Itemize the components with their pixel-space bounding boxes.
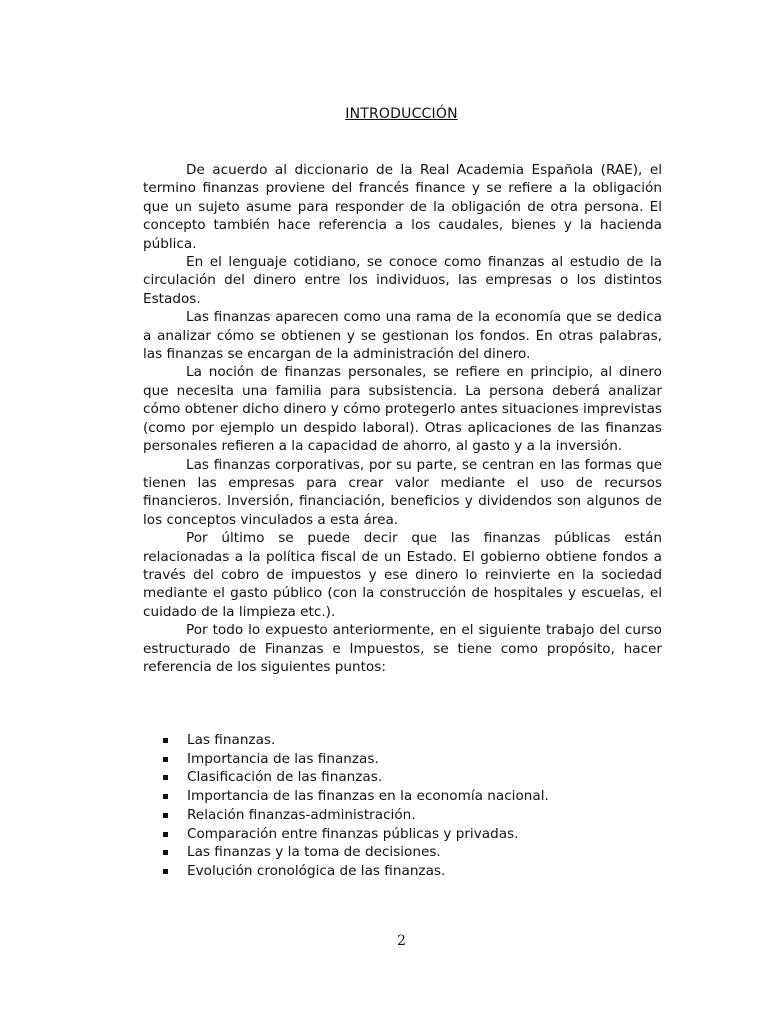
square-bullet-icon: [163, 775, 168, 780]
page-number: 2: [397, 933, 406, 949]
paragraph-3: Las finanzas aparecen como una rama de la economía que se dedica a analizar cómo se obtienen y se gestionan los fondos. En otras palabras, las finanzas se encargan de la administración del dinero.: [143, 309, 662, 363]
square-bullet-icon: [163, 757, 168, 762]
list-item: [162, 787, 642, 806]
square-bullet-icon: [163, 869, 168, 874]
paragraph-6: Por último se puede decir que las finanzas públicas están relacionadas a la política fiscal de un Estado. El gobierno obtiene fondos a través del cobro de impuestos y ese dinero lo reinvierte en la sociedad mediante el gasto público (con la construcción de hospitales y escuelas, el cuidado de la limpieza etc.).: [143, 530, 662, 620]
list-item: [162, 731, 642, 750]
list-item: [162, 843, 642, 862]
page-title: INTRODUCCIÓN: [345, 106, 458, 122]
list-item-text: Las finanzas.: [187, 732, 276, 748]
list-item-text: Las finanzas y la toma de decisiones.: [187, 844, 441, 861]
paragraph-2: En el lenguaje cotidiano, se conoce como finanzas al estudio de la circulación del dinero entre los individuos, las empresas o los distintos Estados.: [143, 254, 662, 307]
list-item-text: Relación finanzas-administración.: [187, 806, 416, 823]
list-item-text: Importancia de las finanzas en la economía nacional.: [187, 788, 549, 805]
list-item-text: Evolución cronológica de las finanzas.: [187, 862, 446, 879]
list-item: [162, 825, 642, 844]
paragraph-1: De acuerdo al diccionario de la Real Academia Española (RAE), el termino finanzas proviene del francés finance y se refiere a la obligación que un sujeto asume para responder de la obligación de otra persona. El concepto también hace referencia a los caudales, bienes y la hacienda pública.: [143, 162, 662, 252]
list-item-text: Importancia de las finanzas.: [187, 750, 379, 767]
square-bullet-icon: [163, 813, 168, 818]
paragraph-4: La noción de finanzas personales, se refiere en principio, al dinero que necesita una familia para subsistencia. La persona deberá analizar cómo obtener dicho dinero y cómo protegerlo antes situaciones imprevistas (como por ejemplo un despido laboral). Otras aplicaciones de las finanzas personales refieren a la capacidad de ahorro, al gasto y a la inversión.: [143, 364, 662, 455]
list-item: [162, 862, 642, 881]
list-item: [162, 768, 642, 787]
square-bullet-icon: [163, 850, 168, 855]
paragraph-5: Las finanzas corporativas, por su parte, se centran en las formas que tienen las empresas para crear valor mediante el uso de recursos financieros. Inversión, financiación, beneficios y dividendos son algunos de los conceptos vinculados a esta área.: [143, 456, 662, 528]
square-bullet-icon: [163, 832, 168, 837]
list-item-text: Comparación entre finanzas públicas y privadas.: [187, 825, 519, 842]
list-item: [162, 750, 642, 769]
topic-list: [162, 731, 642, 881]
square-bullet-icon: [163, 794, 168, 799]
square-bullet-icon: [163, 738, 168, 743]
paragraph-7: Por todo lo expuesto anteriormente, en el siguiente trabajo del curso estructurado de Finanzas e Impuestos, se tiene como propósito, hacer referencia de los siguientes puntos:: [143, 622, 662, 675]
list-item-text: Clasificación de las finanzas.: [187, 769, 383, 786]
body-text: [143, 161, 662, 676]
list-item: [162, 806, 642, 825]
